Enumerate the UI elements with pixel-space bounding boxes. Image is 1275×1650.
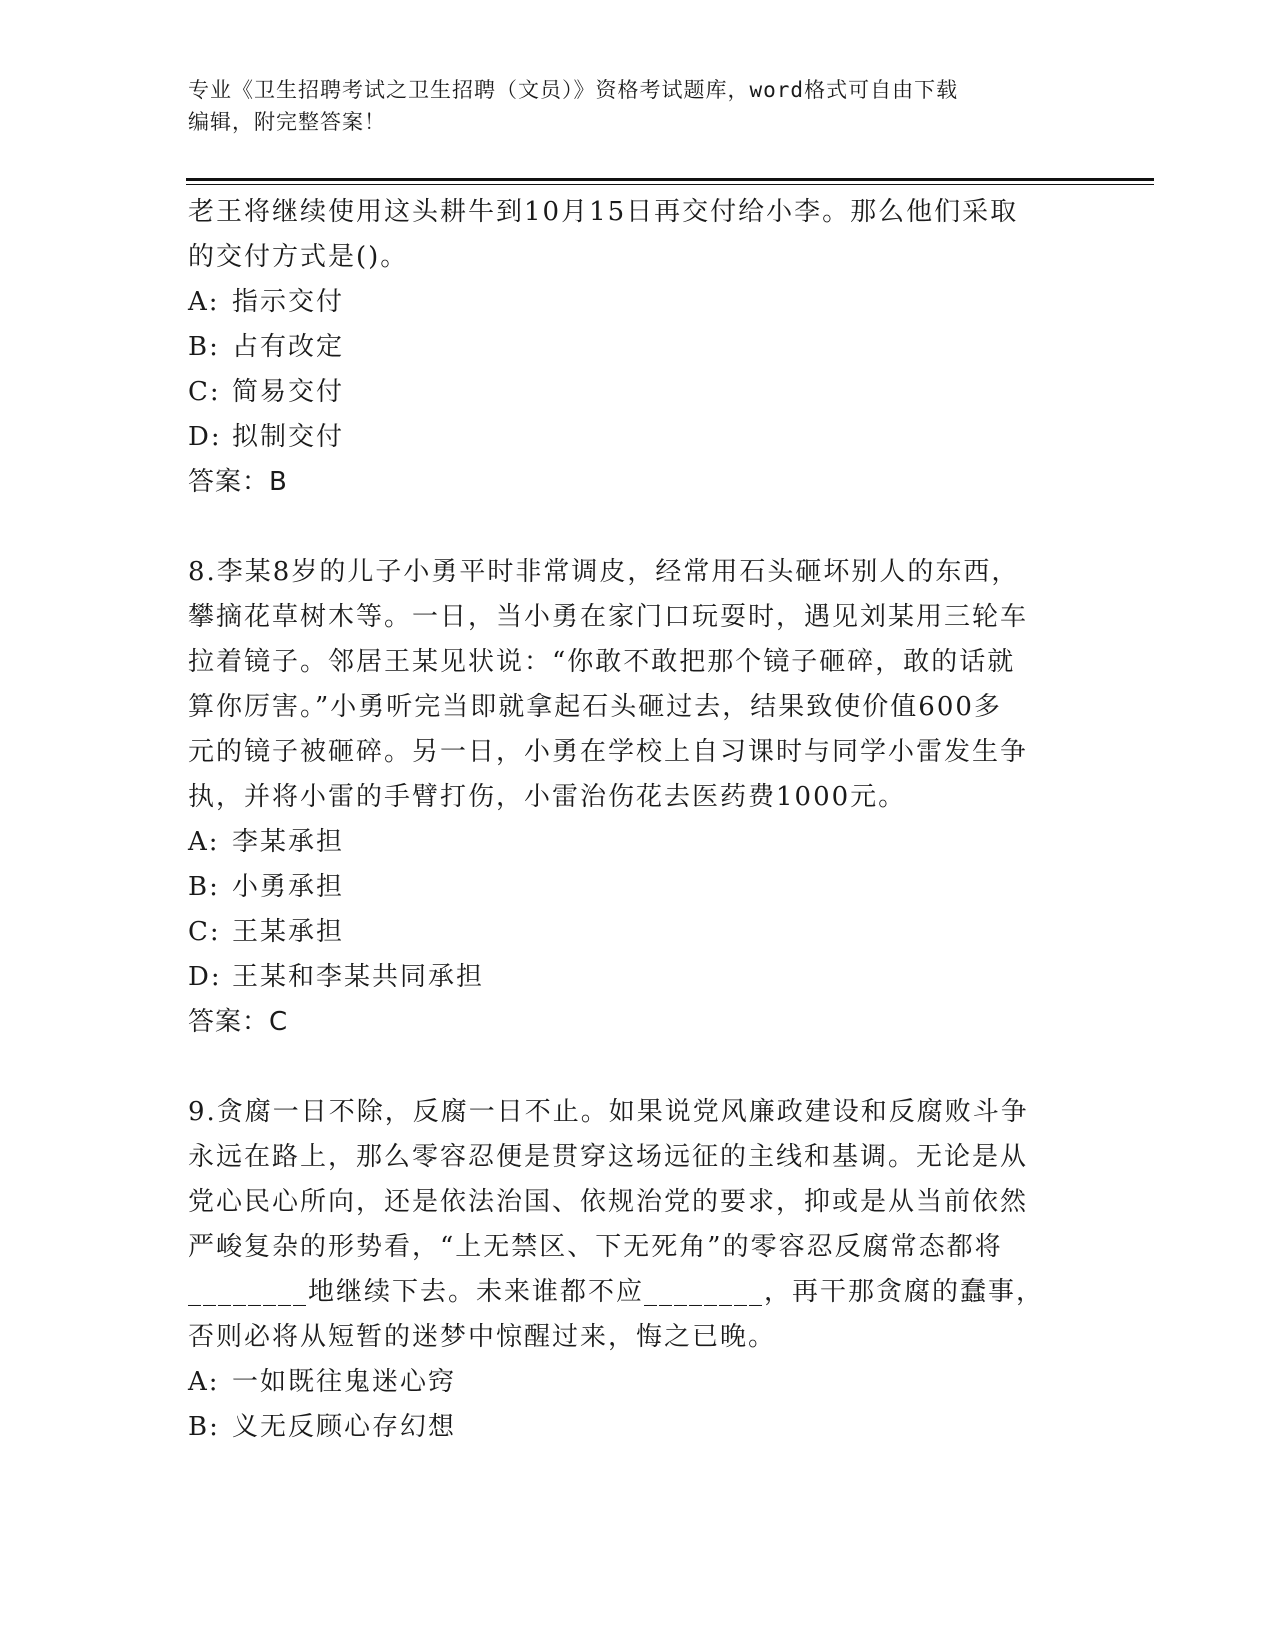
option-b <box>188 865 1068 910</box>
document-header <box>188 74 1068 138</box>
option-c <box>188 370 1068 415</box>
option-label: C: <box>188 917 221 947</box>
question-text-line: 永远在路上，那么零容忍便是贯穿这场远征的主线和基调。无论是从 <box>188 1142 1029 1172</box>
option-d <box>188 955 1068 1000</box>
question-8 <box>188 550 1068 1045</box>
option-text: 一如既往鬼迷心窍 <box>232 1367 457 1397</box>
option-text: 李某承担 <box>232 827 345 857</box>
question-text-line: 拉着镜子。邻居王某见状说：“你敢不敢把那个镜子砸碎，敢的话就 <box>188 647 1016 677</box>
option-text: 王某和李某共同承担 <box>232 962 485 992</box>
option-d <box>188 415 1068 460</box>
option-b <box>188 1405 1068 1450</box>
question-text-line: 否则必将从短暂的迷梦中惊醒过来，悔之已晚。 <box>188 1322 777 1352</box>
option-a <box>188 280 1068 325</box>
header-divider-thin <box>186 184 1154 185</box>
option-text: 占有改定 <box>232 332 345 362</box>
question-text-line: 8.李某8岁的儿子小勇平时非常调皮，经常用石头砸坏别人的东西， <box>188 557 1020 587</box>
question-content <box>188 190 1068 1450</box>
option-text: 义无反顾心存幻想 <box>232 1412 457 1442</box>
option-label: B: <box>188 872 220 902</box>
option-a <box>188 820 1068 865</box>
option-text: 指示交付 <box>232 287 345 317</box>
question-text-line: 执，并将小雷的手臂打伤，小雷治伤花去医药费1000元。 <box>188 782 907 812</box>
question-text-line: ________地继续下去。未来谁都不应________，再干那贪腐的蠢事， <box>188 1277 1045 1307</box>
spacer <box>188 1045 1068 1090</box>
option-b <box>188 325 1068 370</box>
question-text-line: 的交付方式是()。 <box>188 242 409 272</box>
question-text-line: 元的镜子被砸碎。另一日，小勇在学校上自习课时与同学小雷发生争 <box>188 737 1029 767</box>
option-c <box>188 910 1068 955</box>
answer-line: 答案：B <box>188 467 288 497</box>
option-label: B: <box>188 332 220 362</box>
question-text-line: 党心民心所向，还是依法治国、依规治党的要求，抑或是从当前依然 <box>188 1187 1029 1217</box>
option-label: B: <box>188 1412 220 1442</box>
question-text-line: 攀摘花草树木等。一日，当小勇在家门口玩耍时，遇见刘某用三轮车 <box>188 602 1029 632</box>
option-label: A: <box>188 827 220 857</box>
option-text: 简易交付 <box>232 377 345 407</box>
question-9 <box>188 1090 1068 1450</box>
question-text-line: 算你厉害。”小勇听完当即就拿起石头砸过去，结果致使价值600多 <box>188 692 1002 722</box>
option-text: 拟制交付 <box>232 422 345 452</box>
option-text: 王某承担 <box>232 917 345 947</box>
option-a <box>188 1360 1068 1405</box>
option-text: 小勇承担 <box>232 872 345 902</box>
question-continuation <box>188 190 1068 505</box>
option-label: C: <box>188 377 221 407</box>
option-label: D: <box>188 422 222 452</box>
answer-line: 答案：C <box>188 1007 289 1037</box>
option-label: A: <box>188 287 220 317</box>
option-label: A: <box>188 1367 220 1397</box>
question-text-line: 严峻复杂的形势看，“上无禁区、下无死角”的零容忍反腐常态都将 <box>188 1232 1003 1262</box>
spacer <box>188 505 1068 550</box>
question-text-line: 老王将继续使用这头耕牛到10月15日再交付给小李。那么他们采取 <box>188 197 1019 227</box>
question-text-line: 9.贪腐一日不除，反腐一日不止。如果说党风廉政建设和反腐败斗争 <box>188 1097 1029 1127</box>
header-line-2: 编辑，附完整答案！ <box>188 110 386 134</box>
option-label: D: <box>188 962 222 992</box>
header-divider-thick <box>186 178 1154 181</box>
header-line-1: 专业《卫生招聘考试之卫生招聘（文员）》资格考试题库，word格式可自由下载 <box>188 78 959 102</box>
